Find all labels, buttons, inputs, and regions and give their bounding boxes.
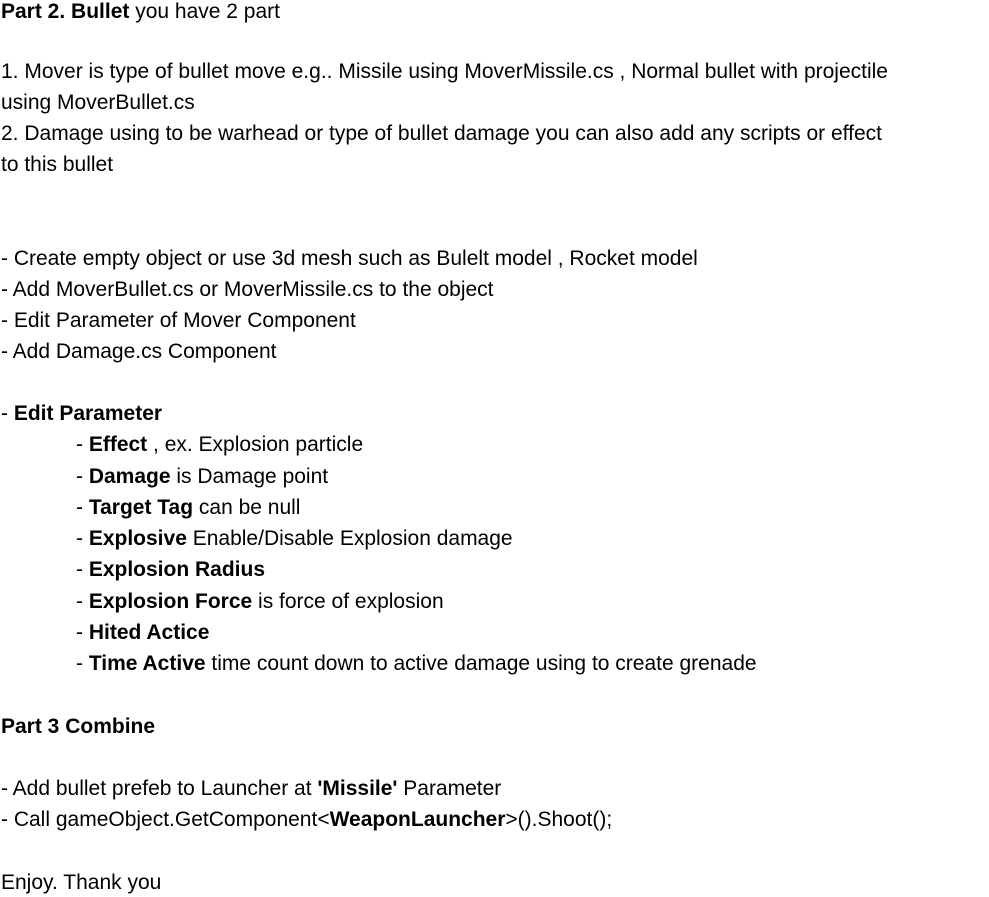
part2-item2-line1: 2. Damage using to be warhead or type of bullet damage you can also add any scripts or effect: [1, 122, 882, 145]
part3-line1-pre: - Add bullet prefeb to Launcher at: [1, 777, 318, 800]
param-desc: Enable/Disable Explosion damage: [186, 527, 513, 550]
part2-item1-line1: 1. Mover is type of bullet move e.g.. Missile using MoverMissile.cs , Normal bullet with projectile: [1, 60, 888, 83]
part2-title-rest: you have 2 part: [129, 0, 280, 23]
part3-line2-pre: - Call gameObject.GetComponent<: [1, 808, 330, 831]
param-desc: is Damage point: [170, 465, 329, 488]
param-name: Damage: [88, 465, 171, 488]
param-damage: - Damage is Damage point: [76, 465, 329, 488]
param-explosive: - Explosive Enable/Disable Explosion damage: [76, 527, 513, 550]
part3-line2-post: >().Shoot();: [505, 808, 613, 831]
param-name: Effect: [88, 433, 148, 456]
part3-heading: [1, 715, 155, 739]
edit-parameter-prefix: -: [1, 402, 14, 425]
closing-text: Enjoy. Thank you: [1, 871, 162, 894]
param-hited-actice: - Hited Actice: [76, 621, 210, 644]
step-edit-mover: - Edit Parameter of Mover Component: [1, 309, 356, 332]
part2-item1-line2: using MoverBullet.cs: [1, 91, 195, 114]
param-name: Time Active: [88, 652, 206, 675]
param-explosion-force: - Explosion Force is force of explosion: [76, 590, 444, 613]
step-create-object: - Create empty object or use 3d mesh such as Bulelt model , Rocket model: [1, 247, 698, 270]
param-name: Explosive: [88, 527, 187, 550]
param-name: Explosion Radius: [88, 558, 266, 581]
param-explosion-radius: - Explosion Radius: [76, 558, 266, 581]
param-desc: is force of explosion: [252, 590, 444, 613]
param-desc: , ex. Explosion particle: [147, 433, 364, 456]
part3-line2-bold: WeaponLauncher: [329, 808, 506, 831]
param-time-active: - Time Active time count down to active damage using to create grenade: [76, 652, 757, 675]
edit-parameter-heading: [1, 402, 162, 426]
part3-title: Part 3 Combine: [1, 715, 156, 738]
param-target-tag: - Target Tag can be null: [76, 496, 301, 519]
part2-heading: [1, 0, 280, 24]
param-name: Target Tag: [88, 496, 194, 519]
param-name: Hited Actice: [88, 621, 210, 644]
param-name: Explosion Force: [88, 590, 253, 613]
param-desc: can be null: [193, 496, 301, 519]
step-add-mover: - Add MoverBullet.cs or MoverMissile.cs to the object: [1, 278, 494, 301]
part3-call-shoot: [1, 808, 612, 832]
edit-parameter-label: Edit Parameter: [13, 402, 163, 425]
part2-title: Part 2. Bullet: [1, 0, 130, 23]
part3-add-prefab: [1, 777, 501, 801]
part2-item2-line2: to this bullet: [1, 153, 114, 176]
param-effect: - Effect , ex. Explosion particle: [76, 433, 364, 456]
part3-line1-bold: 'Missile': [317, 777, 398, 800]
step-add-damage: - Add Damage.cs Component: [1, 340, 277, 363]
part3-line1-post: Parameter: [397, 777, 502, 800]
param-desc: time count down to active damage using to create grenade: [205, 652, 757, 675]
